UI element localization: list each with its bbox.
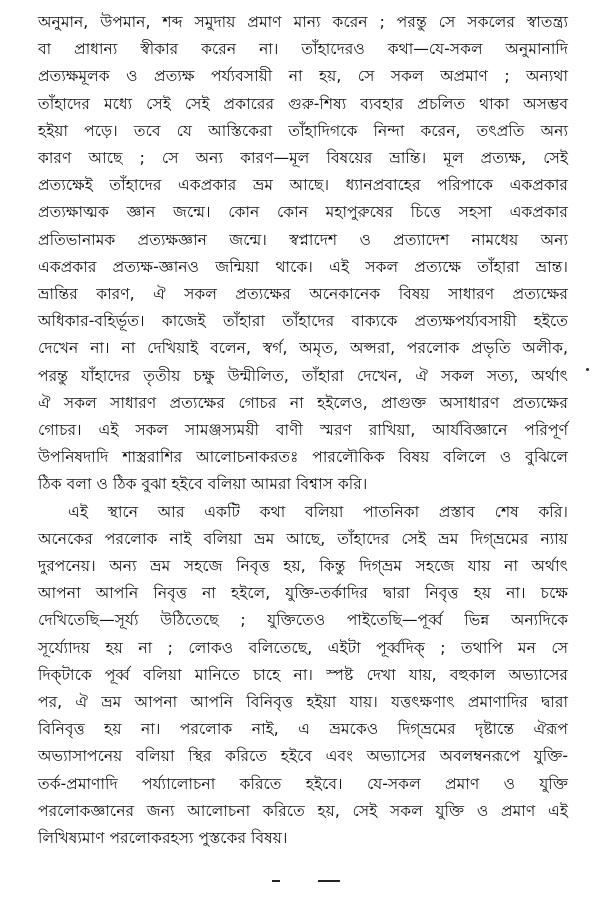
text-line: দেখেন না। না দেখিয়াই বলেন, স্বর্গ, অমৃত, অপ্সরা, পরলোক প্রভৃতি অলীক, [38,339,568,358]
text-line: প্রতিভানামক প্রত্যক্ষজ্ঞান জন্মে। স্বপ্নাদেশ ও প্রত্যাদেশ নামধেয় অন্য [38,230,568,249]
text-line: দিক্‌টাকে পূর্ব্ব বলিয়া মানিতে চাহে না। স্পষ্ট দেখা যায়, বহুকাল অভ্যাসের [38,665,568,684]
text-line: সূর্য্যোদয় হয় না ; লোকও বলিতেছে, এইটা পূর্ব্বদিক্ ; তথাপি মন সে [38,638,568,657]
page-footer-marks [0,880,600,890]
text-line: তর্ক-প্রমাণাদি পর্য্যালোচনা করিতে হইবে। যে-সকল প্রমাণ ও যুক্তি [38,774,568,793]
text-line: অভ্যাসাপনেয় বলিয়া স্থির করিতে হইবে এবং অভ্যাসের অবলম্বনরূপে যুক্তি- [38,747,568,766]
text-line: পরলোকজ্ঞানের জন্য আলোচনা করিতে হয়, সেই সকল যুক্তি ও প্রমাণ এই [38,801,568,820]
text-line: লিখিষ্যমাণ পরলোকরহস্য পুস্তকের বিষয়। [38,829,288,848]
text-line: এই স্থানে আর একটি কথা বলিয়া পাতনিকা প্রস্তাব শেষ করি। [68,502,568,521]
text-line: তাঁহাদের মধ্যে সেই সেই প্রকারের গুরু-শিষ্য ব্যবহার প্রচলিত থাকা অসম্ভব [38,94,568,113]
text-line: দেখিতেছি—সূর্য্য উঠিতেছে ; যুক্তিতেও পাইতেছি—পূর্ব্ব ভিন্ন অন্যদিকে [38,611,568,630]
text-line: বা প্রাধান্য স্বীকার করেন না। তাঁহাদেরও কথা—যে-সকল অনুমানাদি [38,40,568,59]
text-line: একপ্রকার প্রত্যক্ষ-জ্ঞানও জন্মিয়া থাকে। এই সকল প্রত্যক্ষে তাঁহারা ভ্রান্ত। [38,257,568,276]
text-line: প্রত্যক্ষাত্মক জ্ঞান জন্মে। কোন কোন মহাপুরুষের চিত্তে সহসা একপ্রকার [38,203,568,222]
text-line: অনুমান, উপমান, শব্দ সমুদায় প্রমাণ মান্য করেন ; পরন্তু সে সকলের স্বাতন্ত্র্য [38,13,568,31]
paragraph [38,499,568,853]
text-line: অধিকার-বহির্ভূত। কাজেই তাঁহারা তাঁহাদের বাক্যকে প্রত্যক্ষপর্য্যবসায়ী হইতে [38,312,568,331]
text-line: আপনা আপনি নিবৃত্ত না হইলে, যুক্তি-তর্কাদির দ্বারা নিবৃত্ত হয় না। চক্ষে [38,584,568,603]
text-line: ভ্রান্তির কারণ, ঐ সকল প্রত্যক্ষের অনেকানেক বিষয় সাধারণ প্রত্যক্ষের [38,285,568,304]
text-line: বিনিবৃত্ত হয় না। পরলোক নাই, এ ভ্রমকেও দিগ্‌ভ্রমের দৃষ্টান্তে ঐরূপ [38,720,568,739]
text-line: ঠিক বলা ও ঠিক বুঝা হইবে বলিয়া আমরা বিশ্বাস করি। [38,475,368,494]
body-text [38,9,568,852]
text-line: উপনিষদাদি শাস্ত্ররাশির আলোচনাকরতঃ পারলৌকিক বিষয় বলিলে ও বুঝিলে [38,448,568,467]
text-line: প্রত্যক্ষেই তাঁহাদের একপ্রকার ভ্রম আছে। ধ্যানপ্রবাহের পরিপাকে একপ্রকার [38,176,568,195]
text-line: ঐ সকল সাধারণ প্রত্যক্ষের গোচর না হইলেও, প্রাগুক্ত অসাধারণ প্রত্যক্ষের [38,393,568,412]
text-line: দুরপনেয়। অন্য ভ্রম সহজে নিবৃত্ত হয়, কিন্তু দিগ্‌ভ্রম সহজে যায় না অর্থাৎ [38,557,568,576]
text-line: গোচর। এই সকল সামঞ্জস্যময়ী বাণী স্মরণ রাখিয়া, আর্যবিজ্ঞানে পরিপূর্ণ [38,421,568,440]
text-line: হইয়া পড়ে। তবে যে আস্তিকেরা তাঁহাদিগকে নিন্দা করেন, তৎপ্রতি অন্য [38,121,568,140]
text-line: অনেকের পরলোক নাই বলিয়া ভ্রম আছে, তাঁহাদের সেই ভ্রম দিগ্‌ভ্রমের ন্যায় [38,529,568,548]
ink-speck [586,368,589,371]
text-line: পর, ঐ ভ্রম আপনা আপনি বিনিবৃত্ত হইয়া যায়। যত্তৎক্ষণাৎ প্রমাণাদির দ্বারা [38,693,568,712]
text-line: কারণ আছে ; সে অন্য কারণ—মূল বিষয়ের ভ্রান্তি। মূল প্রত্যক্ষ, সেই [38,149,568,168]
text-line: পরন্তু যাঁহাদের তৃতীয় চক্ষু উন্মীলিত, তাঁহারা দেখেন, ঐ সকল সত্য, অর্থাৎ [38,366,568,385]
footer-dash-small [272,880,280,882]
text-line: প্রত্যক্ষমূলক ও প্রত্যক্ষ পর্য্যবসায়ী না হয়, সে সকল অপ্রমাণ ; অন্যথা [38,67,568,86]
paragraph [38,9,568,499]
footer-dash-long [318,880,340,882]
